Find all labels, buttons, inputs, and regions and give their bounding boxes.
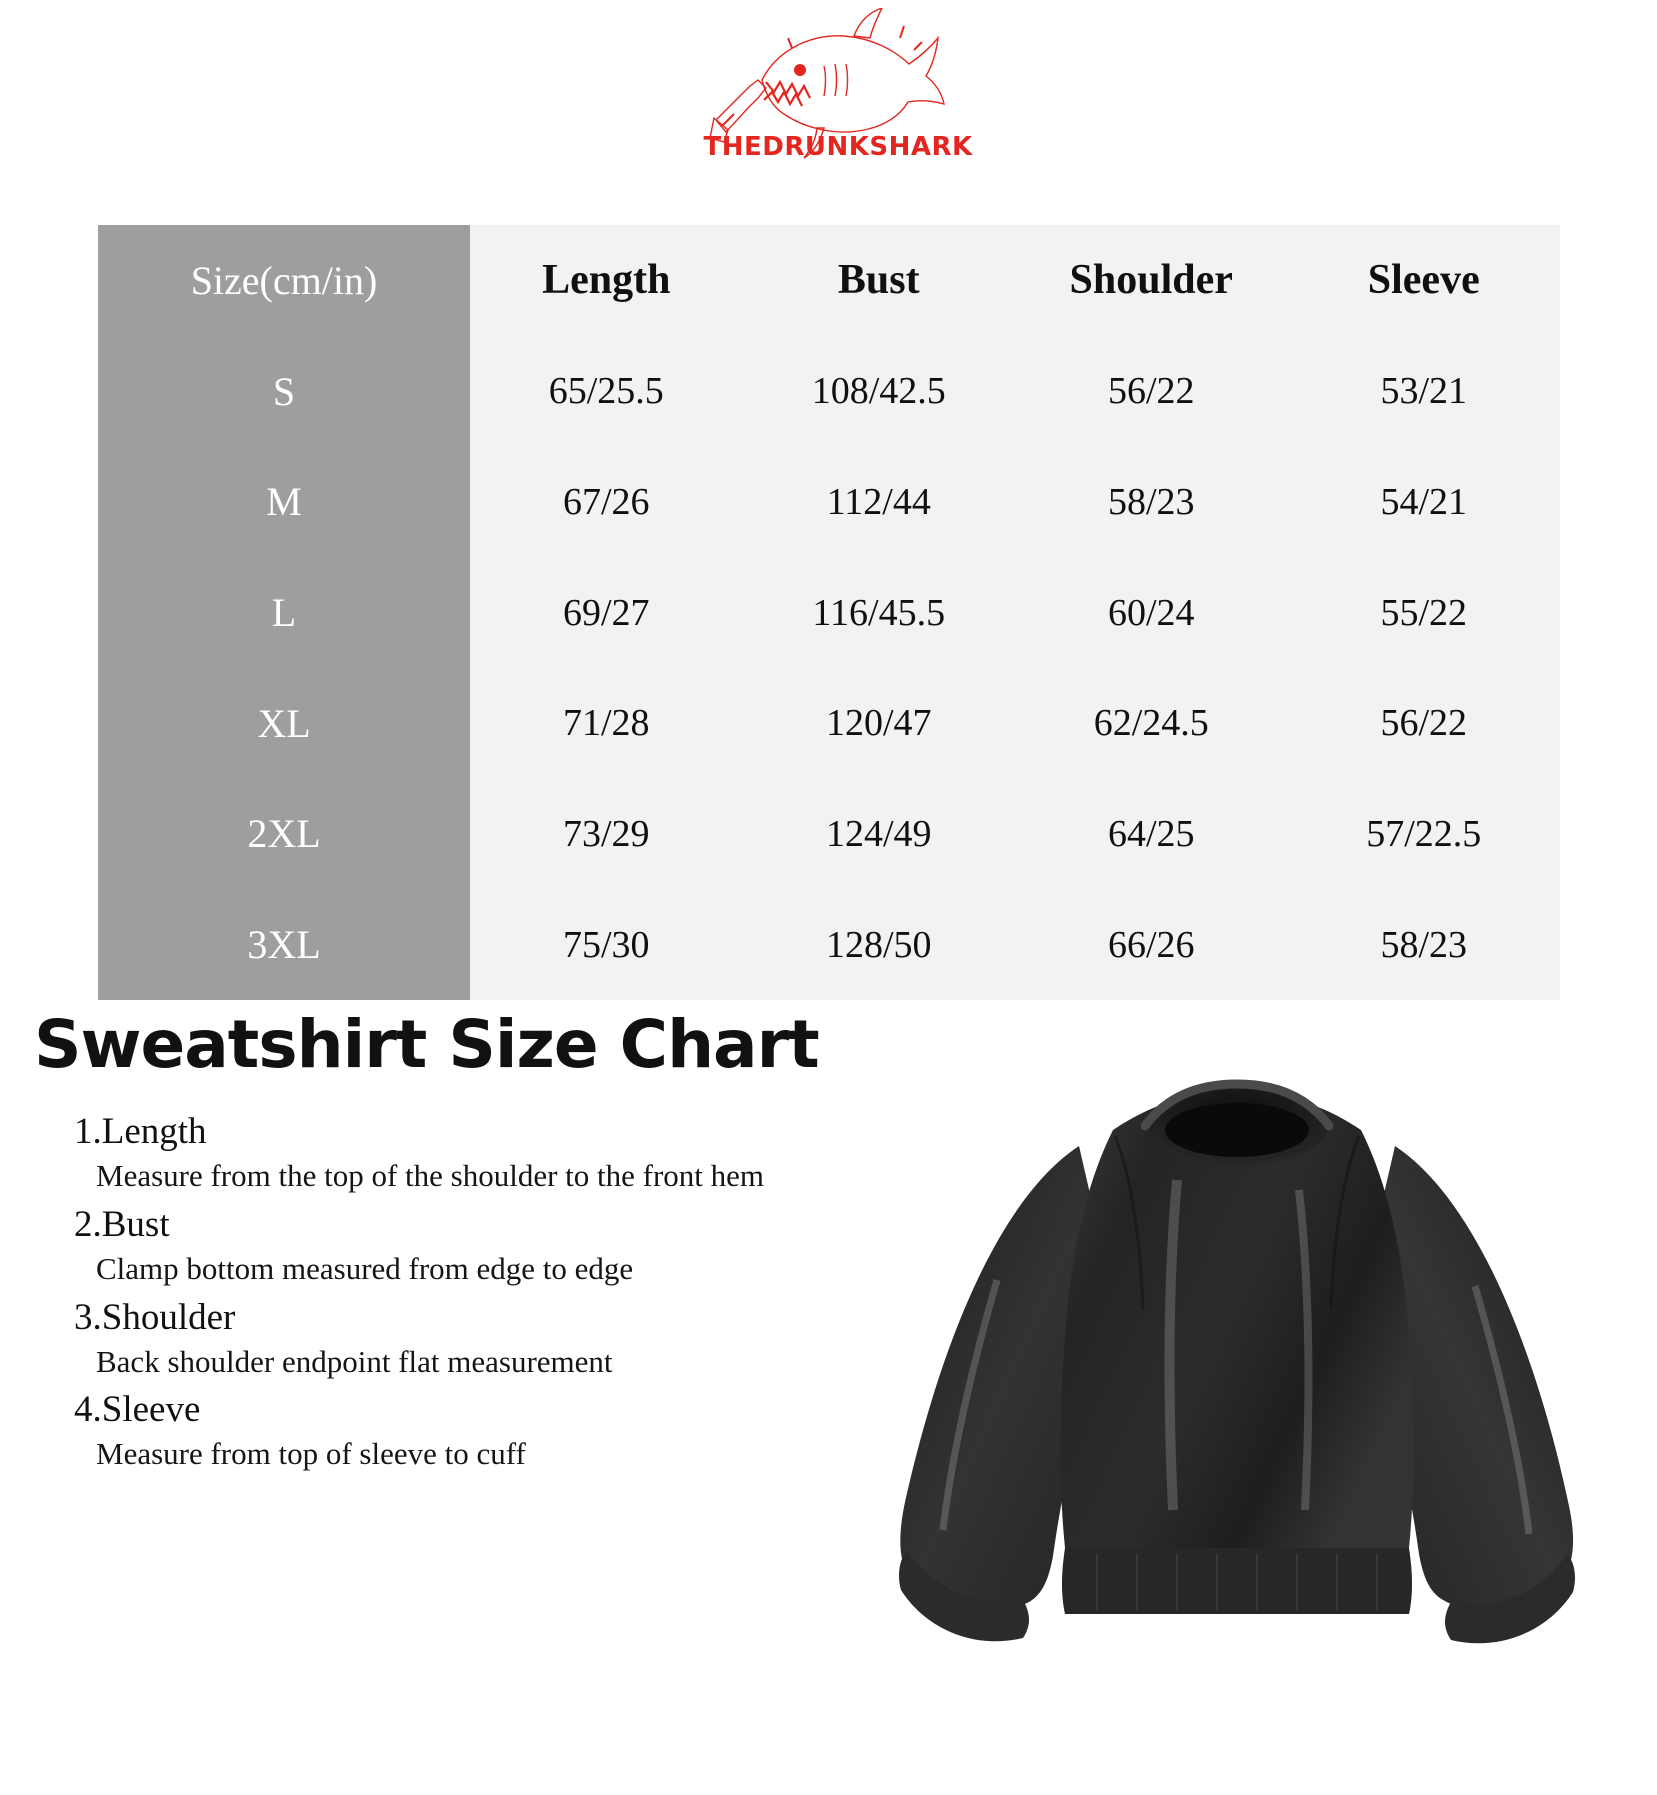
- cell-shoulder: 56/22: [1107, 370, 1195, 413]
- guide-item-desc: Clamp bottom measured from edge to edge: [96, 1250, 634, 1286]
- header-sleeve: Sleeve: [1367, 257, 1480, 304]
- cell-sleeve: 55/22: [1380, 591, 1468, 634]
- cell-shoulder: 64/25: [1107, 812, 1195, 855]
- table-row: [470, 668, 1560, 779]
- size-column: [98, 225, 470, 1000]
- page-title: Sweatshirt Size Chart: [34, 1006, 819, 1083]
- guide-item-desc: Measure from top of sleeve to cuff: [96, 1436, 526, 1472]
- guide-item-length: [34, 1107, 864, 1196]
- size-chart-table: [98, 225, 1560, 1000]
- cell-shoulder: 62/24.5: [1093, 702, 1209, 745]
- table-row: [470, 446, 1560, 557]
- measurement-guide-section: [0, 1006, 1657, 1785]
- cell-shoulder: 66/26: [1107, 923, 1195, 966]
- guide-item-heading: 2.Bust: [74, 1203, 170, 1245]
- cell-length: 69/27: [562, 591, 650, 634]
- cell-sleeve: 57/22.5: [1366, 812, 1482, 855]
- size-label-m: M: [266, 479, 302, 525]
- guide-text-block: [34, 1006, 864, 1478]
- guide-item-sleeve: [34, 1385, 864, 1474]
- table-header-row: [470, 225, 1560, 336]
- table-row: [470, 779, 1560, 890]
- cell-length: 75/30: [562, 923, 650, 966]
- size-label-xl: XL: [257, 700, 311, 746]
- guide-item-heading: 1.Length: [74, 1111, 207, 1153]
- cell-sleeve: 53/21: [1380, 370, 1468, 413]
- size-label-s: S: [272, 368, 296, 414]
- cell-bust: 128/50: [825, 923, 932, 966]
- cell-shoulder: 58/23: [1107, 480, 1195, 523]
- size-label-2xl: 2XL: [247, 811, 321, 857]
- header-shoulder: Shoulder: [1069, 257, 1233, 304]
- cell-length: 71/28: [562, 702, 650, 745]
- guide-item-shoulder: [34, 1293, 864, 1382]
- brand-name: THEDRUNKSHARK: [703, 132, 973, 162]
- black-crewneck-sweatshirt-photo: [847, 950, 1627, 1790]
- measurement-columns: [470, 225, 1560, 1000]
- cell-length: 73/29: [562, 812, 650, 855]
- cell-length: 65/25.5: [548, 370, 664, 413]
- cell-bust: 116/45.5: [812, 591, 946, 634]
- cell-sleeve: 58/23: [1380, 923, 1468, 966]
- brand-logo: [0, 0, 1657, 176]
- size-header-cell: Size(cm/in): [190, 257, 378, 303]
- guide-item-desc: Back shoulder endpoint flat measurement: [96, 1343, 613, 1379]
- size-label-l: L: [271, 590, 297, 636]
- header-bust: Bust: [837, 257, 920, 304]
- collar-inner: [1165, 1103, 1309, 1157]
- guide-item-desc: Measure from the top of the shoulder to the front hem: [96, 1158, 765, 1194]
- cell-bust: 108/42.5: [811, 370, 946, 413]
- guide-item-heading: 4.Sleeve: [74, 1389, 201, 1431]
- guide-item-bust: [34, 1200, 864, 1289]
- guide-item-heading: 3.Shoulder: [74, 1296, 236, 1338]
- cell-sleeve: 54/21: [1380, 480, 1468, 523]
- cell-bust: 124/49: [825, 812, 932, 855]
- hem-band: [1062, 1548, 1412, 1614]
- cell-bust: 120/47: [825, 702, 932, 745]
- header-length: Length: [542, 257, 671, 304]
- cell-length: 67/26: [562, 480, 650, 523]
- table-row: [470, 336, 1560, 447]
- cell-shoulder: 60/24: [1107, 591, 1195, 634]
- table-row: [470, 557, 1560, 668]
- cell-bust: 112/44: [826, 480, 931, 523]
- size-label-3xl: 3XL: [247, 922, 321, 968]
- product-photo: [847, 950, 1627, 1790]
- cell-sleeve: 56/22: [1380, 702, 1468, 745]
